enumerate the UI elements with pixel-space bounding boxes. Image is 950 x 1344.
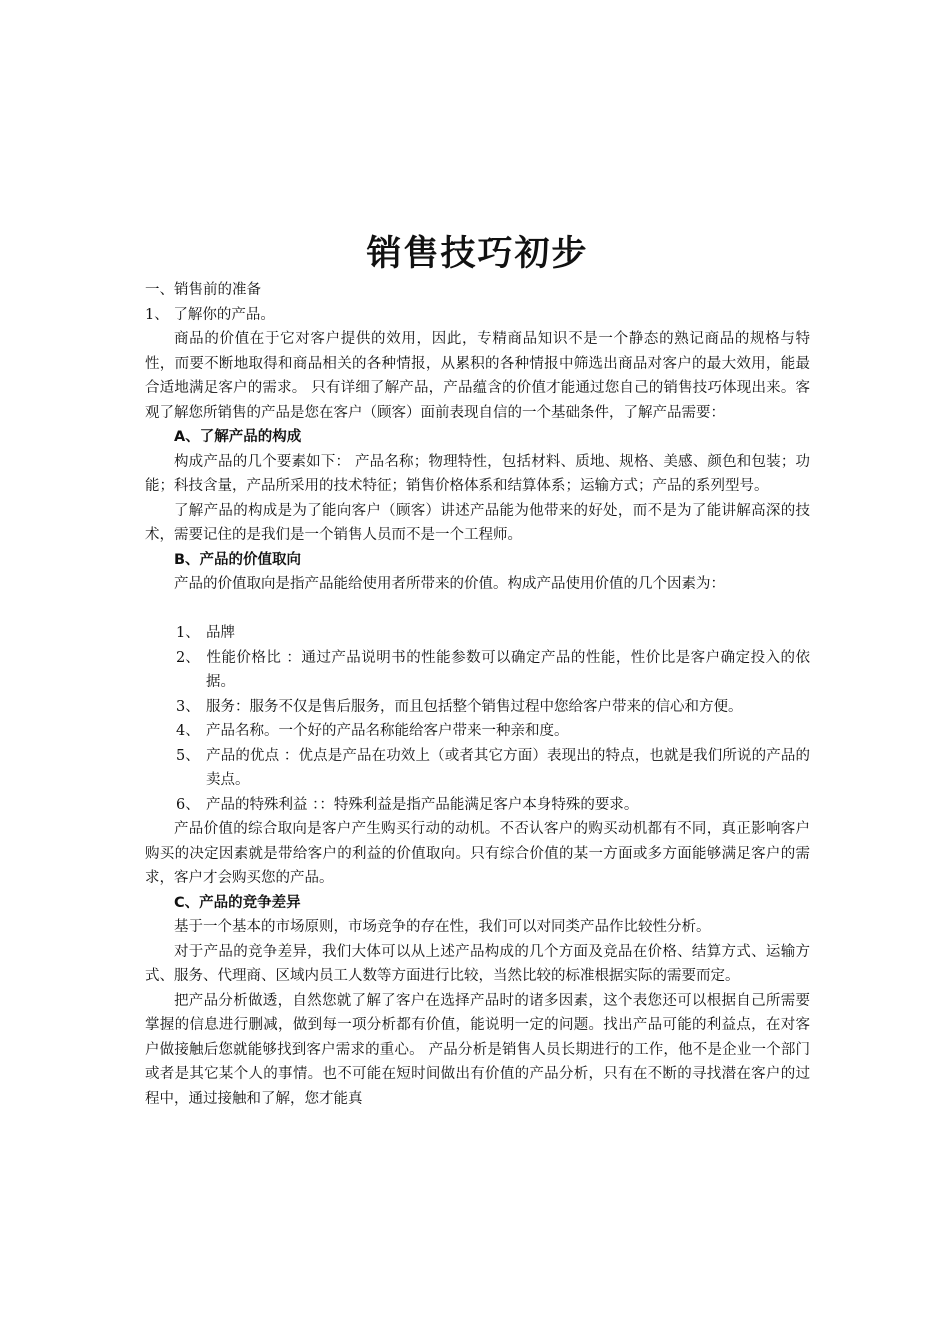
item-heading: 1、 了解你的产品。 (145, 306, 275, 323)
list-number: 3、 (176, 698, 200, 715)
list-number: 5、 (176, 747, 200, 764)
list-item (145, 793, 810, 818)
subheading-c: C、产品的竞争差异 (174, 894, 301, 911)
list-text: 产品的优点 ：优点是产品在功效上（或者其它方面）表现出的特点，也就是我们所说的产品的卖点。 (206, 747, 810, 788)
list-item (145, 646, 810, 695)
list-number: 6、 (176, 796, 200, 813)
paragraph-c3: 把产品分析做透，自然您就了解了客户在选择产品时的诸多因素，这个表您还可以根据自己所需要掌握的信息进行删减，做到每一项分析都有价值，能说明一定的问题。找出产品可能的利益点，在对客户做接触后您就能够找到客户需求的重心。 产品分析是销售人员长期进行的工作，他不是企业一个部门或者是其它某个人的事情。也不可能在短时间做出有价值的产品分析，只有在不断的寻找潜在客户的过程中，通过接触和了解，您才能真 (145, 992, 810, 1107)
list-item (145, 744, 810, 793)
value-factor-list (145, 621, 810, 817)
document-page (145, 232, 810, 1111)
list-text: 品牌 (206, 625, 235, 641)
section-heading: 一、销售前的准备 (145, 282, 261, 298)
paragraph-a1: 构成产品的几个要素如下： 产品名称；物理特性，包括材料、质地、规格、美感、颜色和包装；功能；科技含量，产品所采用的技术特征；销售价格体系和结算体系；运输方式；产品的系列型号。 (145, 453, 810, 494)
paragraph-b2: 产品价值的综合取向是客户产生购买行动的动机。不否认客户的购买动机都有不同，真正影响客户购买的决定因素就是带给客户的利益的价值取向。只有综合价值的某一方面或多方面能够满足客户的需求，客户才会购买您的产品。 (145, 821, 810, 886)
list-text: 产品名称。一个好的产品名称能给客户带来一种亲和度。 (206, 723, 569, 739)
list-text: 性能价格比 ：通过产品说明书的性能参数可以确定产品的性能，性价比是客户确定投入的依据。 (206, 649, 810, 690)
list-number: 4、 (176, 723, 200, 739)
paragraph-c1: 基于一个基本的市场原则，市场竞争的存在性，我们可以对同类产品作比较性分析。 (174, 919, 711, 935)
list-item (145, 695, 810, 720)
document-title: 销售技巧初步 (366, 234, 589, 274)
subheading-b: B、产品的价值取向 (174, 551, 302, 568)
intro-paragraph: 商品的价值在于它对客户提供的效用，因此，专精商品知识不是一个静态的熟记商品的规格与特性，而要不断地取得和商品相关的各种情报，从累积的各种情报中筛选出商品对客户的最大效用，能最合适地满足客户的需求。 只有详细了解产品，产品蕴含的价值才能通过您自己的销售技巧体现出来。客观了解您所销售的产品是您在客户（顾客）面前表现自信的一个基础条件，了解产品需要： (145, 331, 810, 421)
subheading-a: A、了解产品的构成 (174, 429, 302, 445)
paragraph-c2: 对于产品的竞争差异，我们大体可以从上述产品构成的几个方面及竞品在价格、结算方式、运输方式、服务、代理商、区域内员工人数等方面进行比较，当然比较的标准根据实际的需要而定。 (145, 943, 810, 984)
blank-line (145, 597, 810, 622)
list-text: 产品的特殊利益 ：：特殊利益是指产品能满足客户本身特殊的要求。 (206, 796, 639, 813)
list-text: 服务：服务不仅是售后服务，而且包括整个销售过程中您给客户带来的信心和方便。 (206, 698, 743, 715)
list-number: 2、 (176, 649, 200, 666)
paragraph-a2: 了解产品的构成是为了能向客户（顾客）讲述产品能为他带来的好处，而不是为了能讲解高深的技术，需要记住的是我们是一个销售人员而不是一个工程师。 (145, 502, 810, 543)
list-number: 1、 (176, 625, 200, 641)
paragraph-b1: 产品的价值取向是指产品能给使用者所带来的价值。构成产品使用价值的几个因素为： (174, 576, 725, 592)
list-item (145, 621, 810, 646)
list-item (145, 719, 810, 744)
